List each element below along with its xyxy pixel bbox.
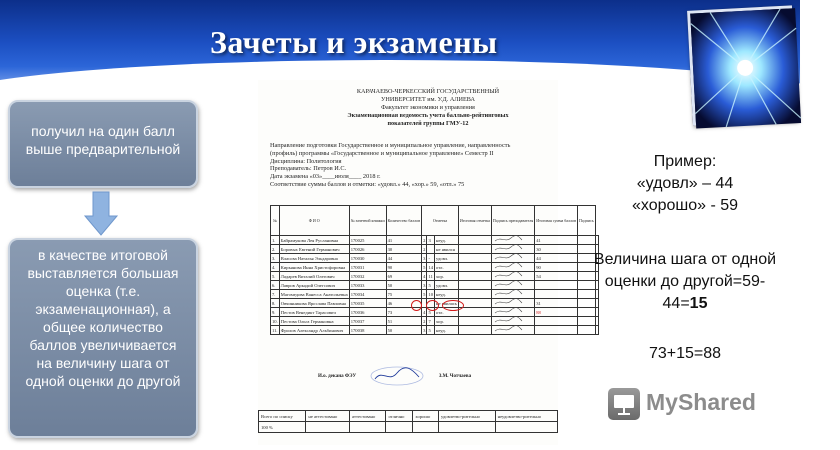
cell-record-book-number: 170030 [349, 254, 386, 263]
summary-header: отлично [386, 411, 413, 422]
column-header: Ф И О [279, 206, 349, 236]
cell-total-points: 88 [535, 308, 578, 317]
grade-row [271, 290, 599, 299]
cell-grade: 5 [423, 291, 426, 297]
cell-record-book-number: 170025 [349, 236, 386, 245]
cell-final-mark [458, 236, 491, 245]
cell-teacher-signature [491, 254, 534, 263]
cell-teacher-signature [491, 245, 534, 254]
cell-mark: отл. [435, 263, 459, 272]
cell-record-book-number: 170033 [349, 281, 386, 290]
cell-grade: 4 [423, 273, 426, 279]
document-meta-line: Направление подготовки Государственное и муниципальное управление, направленность [270, 142, 511, 149]
summary-header-row [259, 411, 558, 422]
cell-student-name: Пестов Венедикт Тарасович [279, 308, 349, 317]
cell-teacher-signature [491, 272, 534, 281]
cell-record-book-number: 170034 [349, 290, 386, 299]
cell-extra [595, 317, 598, 326]
cell-final-mark [458, 326, 491, 335]
cell-points: 73 [386, 308, 422, 317]
cell-mark: отл. [435, 308, 459, 317]
cell-student-name: Власова Наталья Эльдаровна [279, 254, 349, 263]
light-tunnel-graphic [690, 8, 801, 128]
cell-row-number: 6. [271, 281, 280, 290]
document-meta-line: (профиль) программы «Государственное и муниципальное управление» Семестр II [270, 149, 494, 157]
cell-record-book-number: 170032 [349, 272, 386, 281]
cell-added-points [427, 245, 435, 254]
cell-total-points: 54 [535, 272, 578, 281]
cell-mark: удовл. [435, 254, 459, 263]
presentation-icon [608, 388, 640, 420]
cell-added-points: 10 [428, 291, 434, 297]
document-header-line: показателей группы ГМУ-12 [387, 120, 469, 127]
cell-final-mark [458, 272, 491, 281]
arrow-down-icon [84, 192, 118, 236]
cell-row-number: 3. [271, 254, 280, 263]
document-meta-line: Преподаватель: Петров И.С. [270, 165, 347, 173]
document-meta-line: Дата экзамена «03»____июля____ 2018 г. [270, 173, 381, 181]
cell-mark: неуд. [435, 236, 459, 245]
cell-grade: 5 [423, 264, 426, 270]
cell-added-points: 7 [427, 317, 435, 326]
cell-total-points [535, 317, 578, 326]
cell-record-book-number: 170031 [349, 263, 386, 272]
cell-mark: не явилась [436, 300, 457, 306]
signature-line [318, 365, 538, 387]
cell-added-points: 3 [427, 236, 435, 245]
cell-points: 41 [386, 236, 422, 245]
cell-record-book-number: 170037 [349, 317, 386, 326]
cell-total-points: 31 [535, 299, 578, 308]
document-header-line: Экзаменационная ведомость учета балльно-рейтинговых [347, 112, 509, 119]
cell-teacher-signature [491, 263, 534, 272]
grade-row [271, 281, 599, 290]
watermark-text: MyShared [646, 389, 756, 415]
cell-mark: хор. [435, 317, 459, 326]
cell-total-points: 44 [535, 254, 578, 263]
signature-stamp [367, 365, 427, 387]
cell-teacher-signature [491, 299, 534, 308]
cell-signature [578, 236, 596, 245]
cell-added-points: 5 [427, 326, 435, 335]
grade-row [271, 254, 599, 263]
cell-final-mark [458, 263, 491, 272]
summary-header: неудовлетво-рительно [495, 411, 557, 422]
document-meta [270, 142, 555, 189]
summary-value [495, 422, 557, 433]
summary-value [438, 422, 495, 433]
cell-added-points: 5 [427, 308, 435, 317]
grade-row [271, 245, 599, 254]
document-header-line: КАРАЧАЕВО-ЧЕРКЕССКИЙ ГОСУДАРСТВЕННЫЙ [356, 88, 500, 95]
column-header: Итоговая сумма баллов [535, 206, 578, 236]
cell-record-book-number: 170038 [349, 326, 386, 335]
cell-teacher-signature [491, 281, 534, 290]
cell-row-number: 10. [272, 318, 278, 324]
document-meta-line: Соответствие суммы баллов и отметки: «удовл.» 44, «хор.» 59, «отл.» 75 [270, 180, 465, 188]
cell-student-name: Кирьянова Инна Христофоровна [279, 263, 349, 272]
cell-teacher-signature [491, 290, 534, 299]
cell-row-number: 4. [271, 263, 280, 272]
grade-row [271, 317, 599, 326]
presentation-glyph [608, 388, 640, 420]
step-value: 15 [689, 295, 708, 312]
cell-mark: не явился [435, 245, 459, 254]
grade-row [271, 326, 599, 335]
cell-student-name: Магомедова Ванесса Анатольевна [280, 291, 348, 297]
cell-row-number: 11. [272, 327, 278, 333]
column-header: Отметка [422, 206, 459, 236]
cell-teacher-signature [491, 308, 534, 317]
cell-added-points: 5 [427, 281, 435, 290]
cell-mark: хор. [435, 272, 459, 281]
cell-added-points: - [427, 254, 435, 263]
cell-final-mark [458, 290, 491, 299]
grade-row [271, 263, 599, 272]
cell-total-points: 41 [535, 236, 578, 245]
calculation-text: 73+15=88 [648, 345, 722, 362]
info-box-top-text: получил на один балл выше предварительной [25, 123, 181, 157]
signature-left-label: И.о. декана ФЭУ [318, 374, 357, 380]
cell-total-points [535, 281, 578, 290]
summary-value [413, 422, 439, 433]
cell-final-mark [458, 308, 491, 317]
document-meta-line: Дисциплина: Политология [270, 157, 342, 165]
slide-title: Зачеты и экзамены [210, 24, 498, 60]
cell-student-name: Боровых Евгений Германович [279, 245, 349, 254]
cell-record-book-number: 170026 [349, 245, 386, 254]
cell-signature [578, 326, 596, 335]
cell-student-name: Лавров Аркадий Олегсович [279, 281, 349, 290]
step-block [585, 249, 785, 315]
cell-student-name: Ладарев Виталий Олегович [279, 272, 349, 281]
cell-signature [578, 317, 596, 326]
cell-row-number: 7. [271, 290, 280, 299]
summary-value [350, 422, 386, 433]
cell-total-points [535, 326, 578, 335]
cell-grade: 3 [423, 327, 426, 333]
cell-total-points: 30 [535, 245, 578, 254]
document-header-line: Факультет экономики и управления [381, 104, 475, 111]
cell-row-number: 1. [271, 236, 280, 245]
example-line-good: «хорошо» - 59 [631, 197, 739, 214]
info-box-bottom-text: в качестве итоговой выставляется большая оценка (т.е. экзаменационная), а общее количество баллов увеличивается на величину шага от одной оценки до другой [25, 247, 181, 389]
cell-points: 50 [386, 326, 422, 335]
cell-points: 30 [386, 245, 422, 254]
info-box-top [8, 100, 198, 188]
summary-value [306, 422, 350, 433]
cell-mark: неуд. [435, 326, 459, 335]
grade-row [271, 236, 599, 245]
correction-circle-grade [411, 300, 422, 311]
cell-student-name: Фролов Александр Альбинович [279, 326, 349, 335]
grades-table-header-row [271, 206, 599, 236]
example-line-satisfactory: «удовл» – 44 [636, 175, 734, 192]
cell-final-mark [458, 245, 491, 254]
cell-mark: удовл. [435, 281, 459, 290]
document-header-line: УНИВЕРСИТЕТ им. У.Д. АЛИЕВА [381, 96, 475, 103]
cell-points: 90 [386, 263, 422, 272]
cell-final-mark [458, 254, 491, 263]
summary-header: хорошо [413, 411, 439, 422]
document-header [328, 88, 528, 128]
cell-record-book-number: 170035 [349, 299, 386, 308]
cell-grade: 2 [423, 246, 426, 252]
cell-mark: неуд. [435, 290, 459, 299]
column-header: № [271, 206, 280, 236]
grade-sheet-document [258, 80, 594, 445]
column-header: Подпись преподавателя [491, 206, 534, 236]
cell-grade: 2 [423, 318, 426, 324]
cell-grade: 3 [423, 282, 426, 288]
cell-student-name: Байрамукова Лея Руслановна [279, 236, 349, 245]
summary-value [386, 422, 413, 433]
cell-total-points [535, 290, 578, 299]
cell-points: 44 [386, 254, 422, 263]
cell-student-name: Овчинникова Ярослава Павловна [279, 299, 349, 308]
cell-row-number: 5. [271, 272, 280, 281]
correction-circle-points [426, 300, 439, 311]
correction-circle-mark [442, 300, 464, 311]
cell-extra [595, 236, 598, 245]
cell-row-number: 2. [271, 245, 280, 254]
cell-total-points: 90 [535, 263, 578, 272]
grade-row [271, 272, 599, 281]
cell-grade: 2 [423, 237, 426, 243]
cell-points: 51 [386, 317, 422, 326]
column-header: Итоговая отметка [458, 206, 491, 236]
cell-added-points: 14 [428, 264, 434, 270]
grades-table [270, 205, 599, 335]
cell-final-mark [458, 281, 491, 290]
summary-value-row [259, 422, 558, 433]
summary-value: 100 % [259, 422, 306, 433]
cell-grade: 4 [423, 309, 426, 315]
summary-header: не аттестовано [306, 411, 350, 422]
summary-header: Всего по списку [259, 411, 306, 422]
cell-points: 50 [386, 281, 422, 290]
column-header: Подпись [578, 206, 596, 236]
info-box-bottom [8, 238, 198, 438]
cell-teacher-signature [491, 326, 534, 335]
cell-record-book-number: 170036 [349, 308, 386, 317]
step-text: Величина шага от одной оценки до другой=59-44= [593, 251, 777, 312]
cell-teacher-signature [491, 317, 534, 326]
cell-points: 69 [386, 272, 422, 281]
summary-table [258, 410, 558, 433]
summary-header: аттестовано [350, 411, 386, 422]
cell-final-mark [458, 317, 491, 326]
cell-points: 75 [386, 290, 422, 299]
column-header: Количество баллов [386, 206, 422, 236]
column-header: № зачетной книжки [349, 206, 386, 236]
cell-added-points: 11 [428, 273, 433, 279]
cell-grade: 3 [423, 255, 426, 261]
light-tunnel-image [687, 5, 798, 125]
signature-right-label: З.М. Чотчаева [438, 374, 472, 380]
cell-points: 46 [386, 299, 422, 308]
example-block [585, 151, 785, 217]
cell-row-number: 8. [271, 299, 280, 308]
watermark [608, 385, 778, 425]
cell-extra [595, 326, 598, 335]
cell-row-number: 9. [271, 308, 280, 317]
example-heading: Пример: [653, 153, 717, 170]
summary-header: удовлетво-рительно [438, 411, 495, 422]
cell-student-name: Пестова Ольга Германовна [279, 317, 349, 326]
cell-teacher-signature [491, 236, 534, 245]
